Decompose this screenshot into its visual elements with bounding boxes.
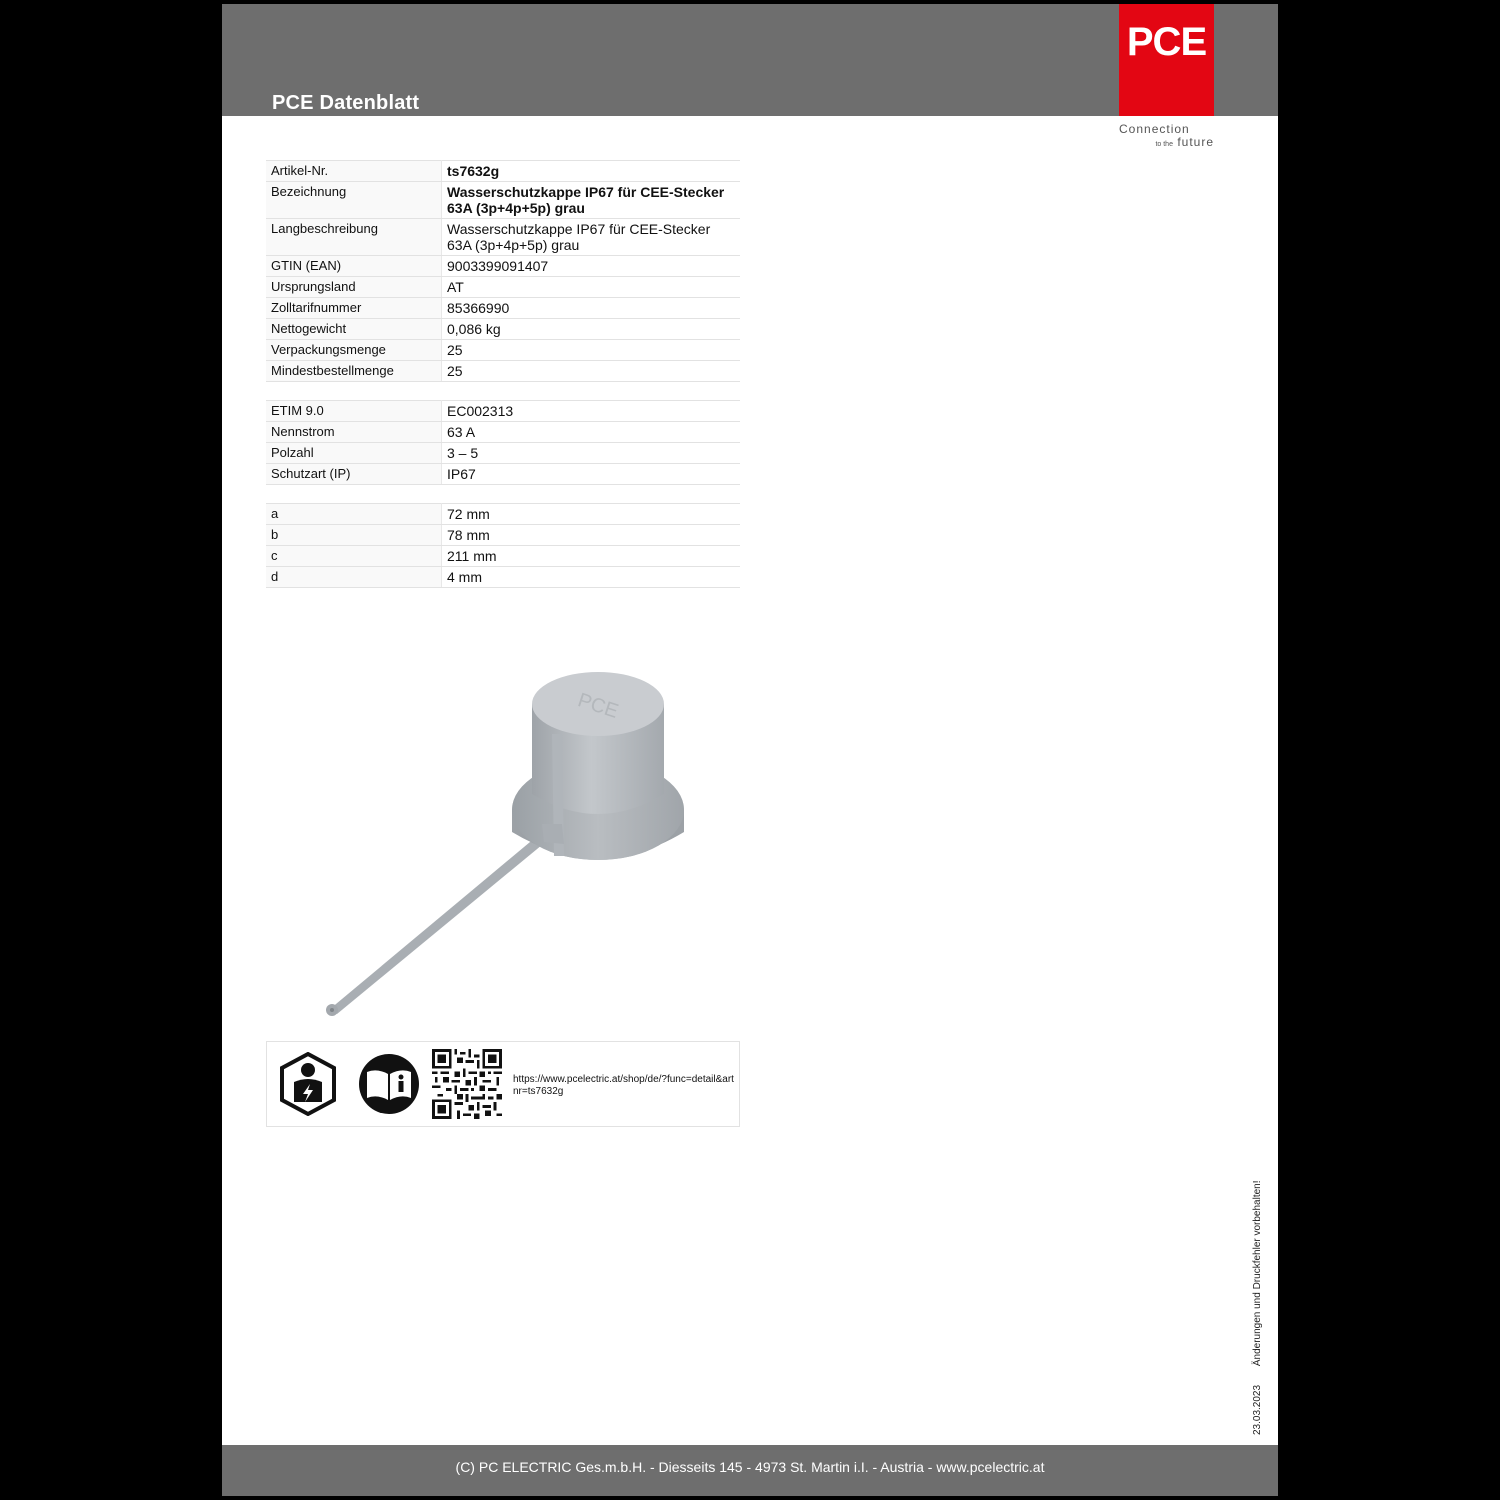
table-row <box>266 525 740 546</box>
disclaimer-text: Änderungen und Druckfehler vorbehalten! <box>1252 1180 1263 1367</box>
row-value: 85366990 <box>442 298 741 319</box>
footer-bar <box>222 1445 1278 1496</box>
row-value: 78 mm <box>442 525 741 546</box>
row-label: Polzahl <box>266 443 442 464</box>
row-label: a <box>266 504 442 525</box>
row-value: 25 <box>442 340 741 361</box>
row-value: EC002313 <box>442 401 741 422</box>
row-value: 211 mm <box>442 546 741 567</box>
row-label: Zolltarifnummer <box>266 298 442 319</box>
header-bar <box>222 4 1278 116</box>
table-row <box>266 319 740 340</box>
row-label: Nettogewicht <box>266 319 442 340</box>
info-icons-panel <box>266 1041 740 1127</box>
row-label: GTIN (EAN) <box>266 256 442 277</box>
table-row <box>266 256 740 277</box>
row-label: Mindestbestellmenge <box>266 361 442 382</box>
table-row <box>266 546 740 567</box>
pce-logo <box>1119 4 1214 116</box>
table-row <box>266 340 740 361</box>
row-value: 63 A <box>442 422 741 443</box>
row-label: Verpackungsmenge <box>266 340 442 361</box>
table-row <box>266 567 740 588</box>
table-row <box>266 504 740 525</box>
row-label: b <box>266 525 442 546</box>
row-label: Artikel-Nr. <box>266 161 442 182</box>
table-row <box>266 277 740 298</box>
row-value: IP67 <box>442 464 741 485</box>
datasheet-page <box>222 4 1278 1496</box>
etim-table <box>266 400 740 485</box>
tagline-to-the: to the <box>1155 141 1173 148</box>
embossed-logo: PCE <box>575 689 621 723</box>
row-label: Nennstrom <box>266 422 442 443</box>
product-url-link[interactable]: https://www.pcelectric.at/shop/de/?func=detail&artnr=ts7632g <box>513 1074 734 1097</box>
table-row <box>266 161 740 182</box>
footer-text: (C) PC ELECTRIC Ges.m.b.H. - Diesseits 145 - 4973 St. Martin i.I. - Austria - www.pcelectric.at <box>455 1459 1045 1475</box>
row-label: Langbeschreibung <box>266 219 442 256</box>
row-value: AT <box>442 277 741 298</box>
side-note <box>1252 1164 1263 1435</box>
long-description: Wasserschutzkappe IP67 für CEE-Stecker 63A (3p+4p+5p) grau <box>442 219 741 256</box>
manual-info-icon <box>357 1052 421 1116</box>
table-row <box>266 182 740 219</box>
row-value: 25 <box>442 361 741 382</box>
table-row <box>266 298 740 319</box>
product-image <box>312 644 702 1024</box>
revision-date: 23.03.2023 <box>1252 1384 1263 1435</box>
article-number: ts7632g <box>442 161 741 182</box>
row-value: 0,086 kg <box>442 319 741 340</box>
product-table <box>266 160 740 382</box>
row-label: ETIM 9.0 <box>266 401 442 422</box>
logo-text: PCE <box>1126 20 1207 64</box>
row-value: 4 mm <box>442 567 741 588</box>
table-row <box>266 464 740 485</box>
row-value: 72 mm <box>442 504 741 525</box>
table-row <box>266 401 740 422</box>
row-label: d <box>266 567 442 588</box>
logo-tagline-future <box>1119 135 1214 149</box>
product-name: Wasserschutzkappe IP67 für CEE-Stecker 63A (3p+4p+5p) grau <box>442 182 741 219</box>
page-title: PCE Datenblatt <box>272 92 420 114</box>
electrician-icon <box>276 1052 340 1116</box>
row-label: Ursprungsland <box>266 277 442 298</box>
row-value: 3 – 5 <box>442 443 741 464</box>
table-row <box>266 443 740 464</box>
dimensions-table <box>266 503 740 588</box>
table-row <box>266 361 740 382</box>
row-value: 9003399091407 <box>442 256 741 277</box>
table-row <box>266 422 740 443</box>
table-row <box>266 219 740 256</box>
row-label: Bezeichnung <box>266 182 442 219</box>
qr-code-icon <box>432 1049 502 1119</box>
row-label: c <box>266 546 442 567</box>
logo-tagline-connection: Connection <box>1119 122 1190 136</box>
tagline-future-word: future <box>1177 135 1214 149</box>
row-label: Schutzart (IP) <box>266 464 442 485</box>
